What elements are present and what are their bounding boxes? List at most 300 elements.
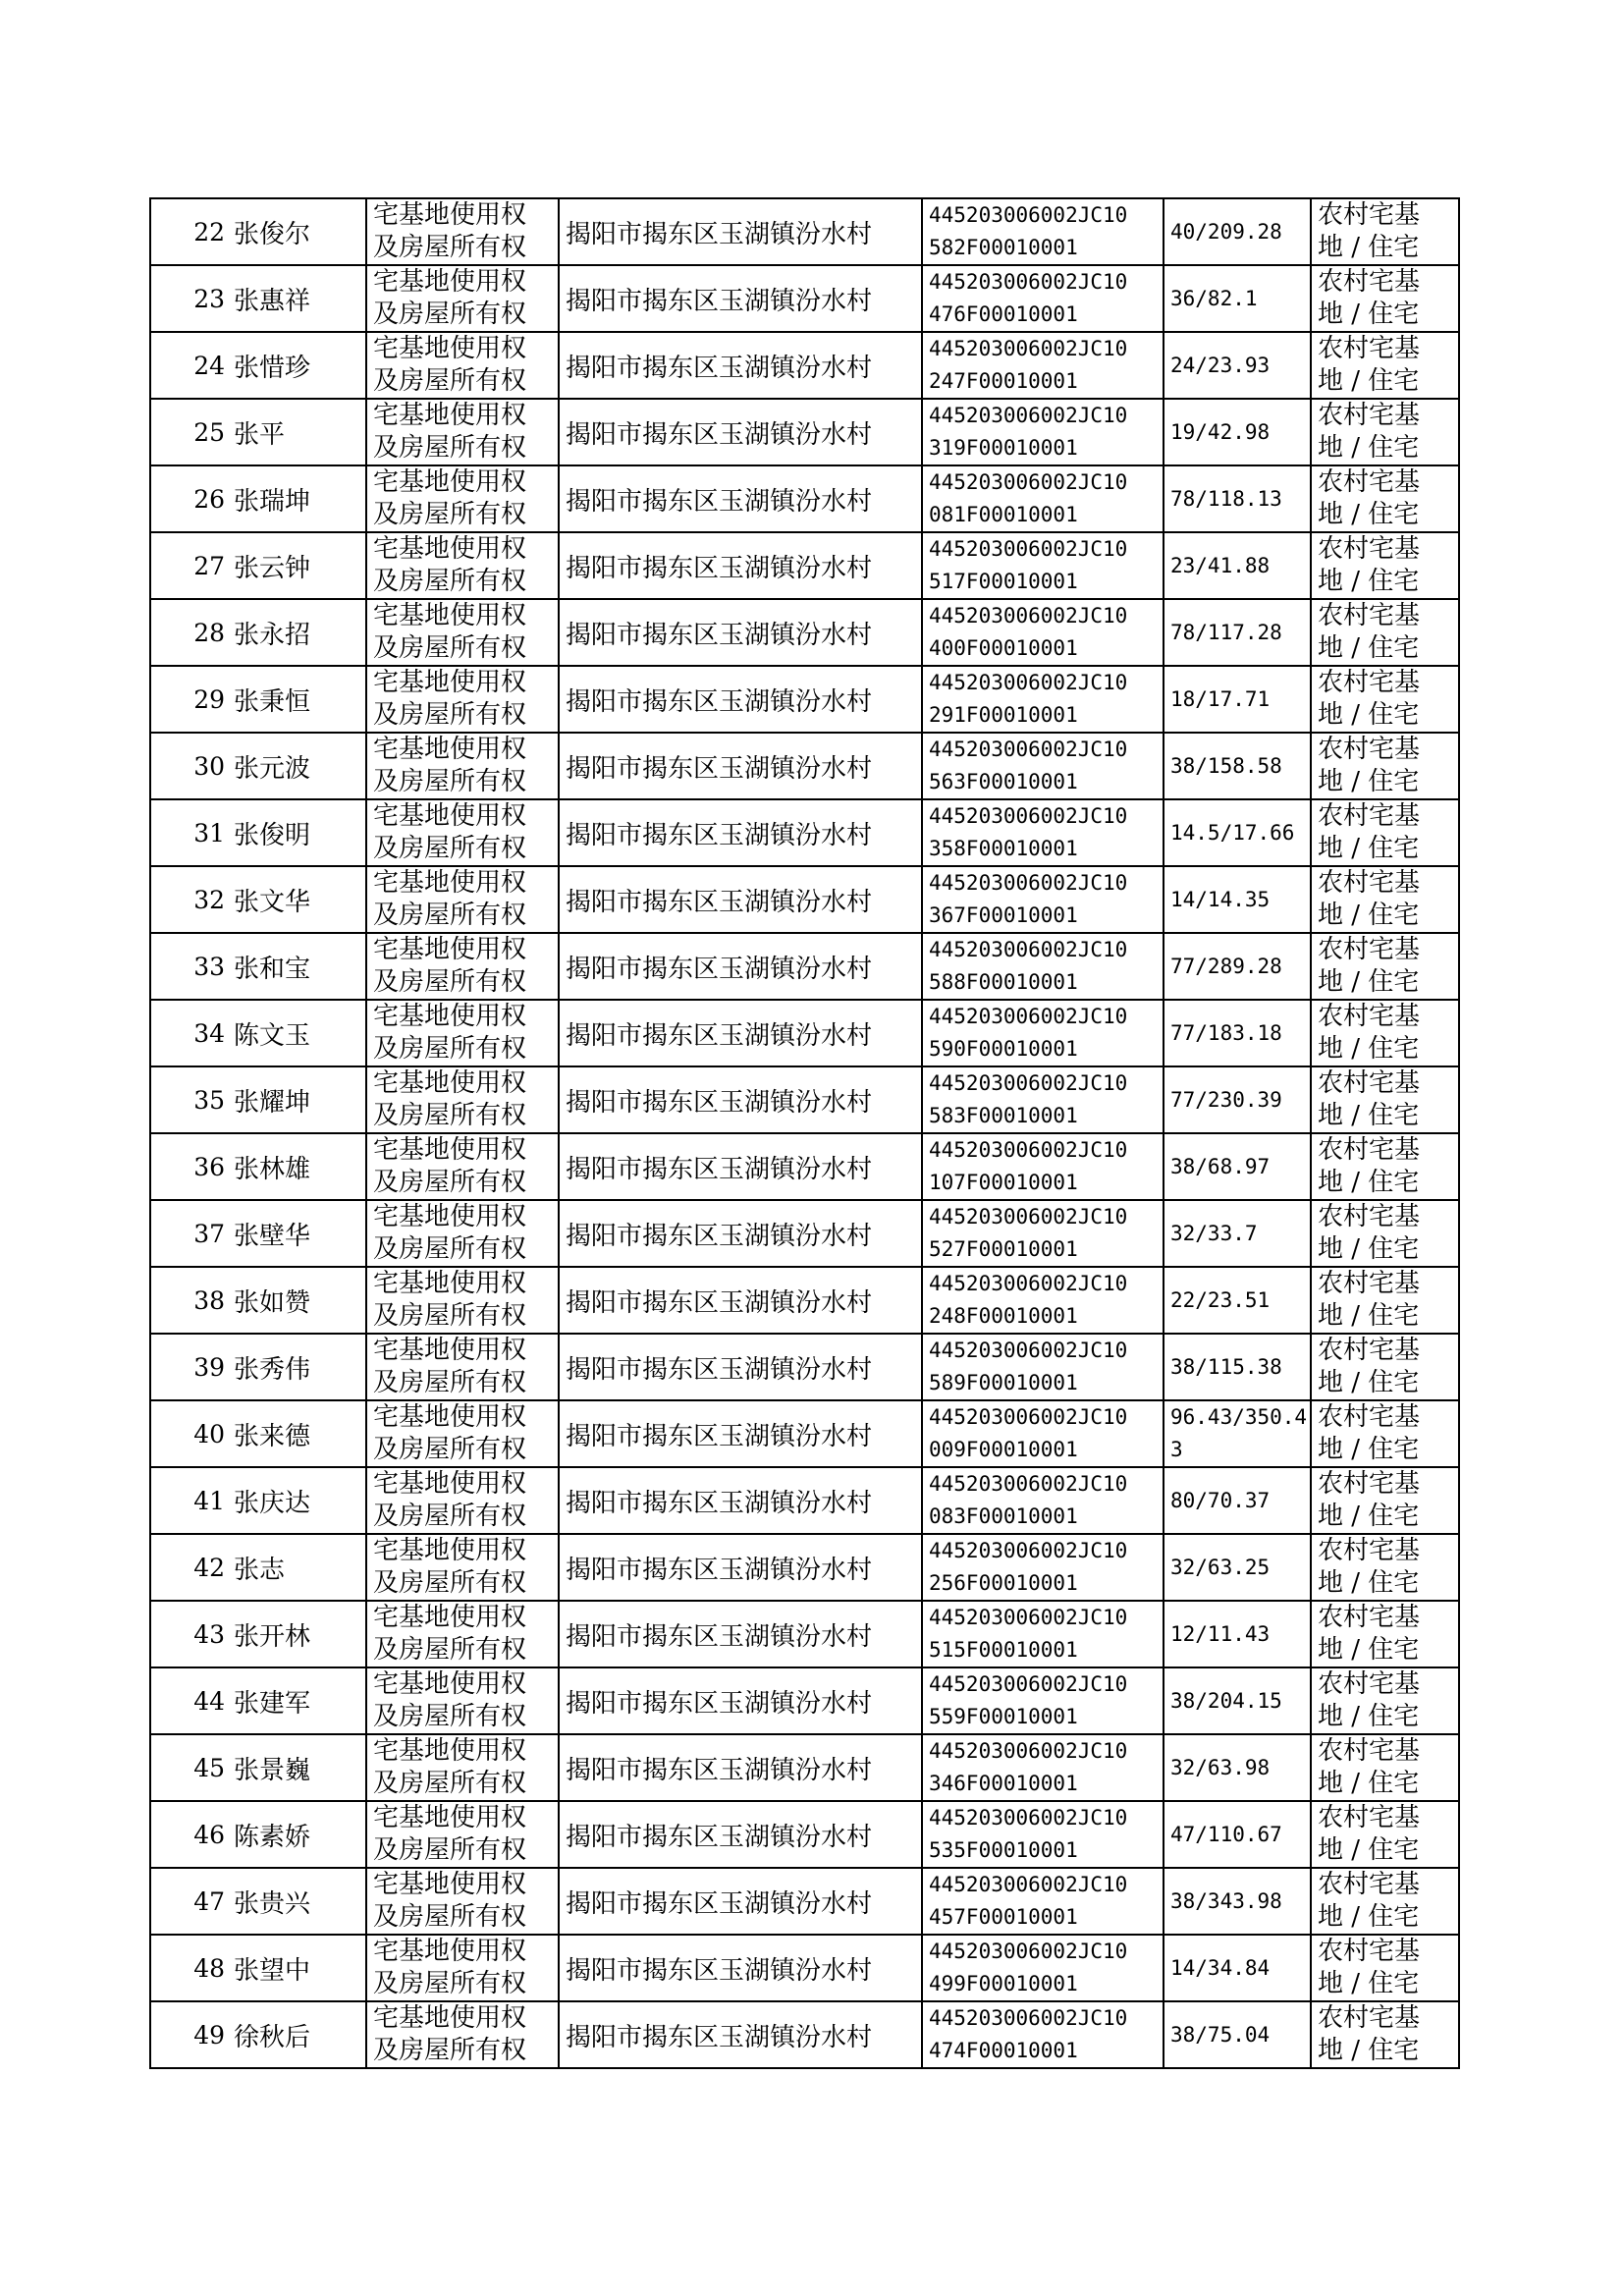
property-location: 揭阳市揭东区玉湖镇汾水村 (559, 1534, 922, 1601)
table-row (150, 399, 1459, 465)
land-use (1311, 1000, 1459, 1066)
parcel-code-line-2: 081F00010001 (929, 503, 1078, 526)
land-use (1311, 733, 1459, 799)
area-value: 32/63.25 (1164, 1534, 1311, 1601)
table-row (150, 866, 1459, 933)
parcel-code-line-1: 445203006002JC10 (929, 738, 1128, 761)
land-use-line-2: 地 / 住宅 (1318, 1502, 1420, 1531)
row-number: 42 (150, 1534, 230, 1601)
property-location: 揭阳市揭东区玉湖镇汾水村 (559, 2001, 922, 2068)
land-use-line-2: 地 / 住宅 (1318, 1835, 1420, 1865)
area-value: 14/34.84 (1164, 1935, 1311, 2001)
land-use-line-2: 地 / 住宅 (1318, 366, 1420, 396)
table-row (150, 1534, 1459, 1601)
land-use-line-2: 地 / 住宅 (1318, 1101, 1420, 1130)
parcel-code-line-1: 445203006002JC10 (929, 2006, 1128, 2030)
land-use-line-2: 地 / 住宅 (1318, 1168, 1420, 1197)
area-value: 24/23.93 (1164, 332, 1311, 399)
parcel-code-line-2: 367F00010001 (929, 903, 1078, 927)
row-number: 33 (150, 933, 230, 1000)
parcel-code-line-2: 247F00010001 (929, 369, 1078, 393)
property-location: 揭阳市揭东区玉湖镇汾水村 (559, 399, 922, 465)
land-use-line-1: 农村宅基 (1318, 935, 1421, 964)
owner-name: 张瑞坤 (230, 465, 366, 532)
owner-name: 张文华 (230, 866, 366, 933)
owner-name: 张来德 (230, 1400, 366, 1467)
parcel-code-line-1: 445203006002JC10 (929, 1472, 1128, 1496)
property-location: 揭阳市揭东区玉湖镇汾水村 (559, 1267, 922, 1334)
row-number: 22 (150, 198, 230, 265)
row-number: 28 (150, 599, 230, 666)
right-type (366, 933, 559, 1000)
area-value: 38/75.04 (1164, 2001, 1311, 2068)
land-use (1311, 1267, 1459, 1334)
land-use (1311, 1400, 1459, 1467)
property-location: 揭阳市揭东区玉湖镇汾水村 (559, 265, 922, 332)
row-number: 27 (150, 532, 230, 599)
right-type-line-1: 宅基地使用权 (373, 334, 527, 363)
right-type-line-2: 及房屋所有权 (373, 2036, 527, 2065)
area-value: 77/289.28 (1164, 933, 1311, 1000)
row-number: 32 (150, 866, 230, 933)
land-use (1311, 1667, 1459, 1734)
row-number: 38 (150, 1267, 230, 1334)
right-type (366, 1801, 559, 1868)
land-use-line-1: 农村宅基 (1318, 467, 1421, 497)
parcel-code-line-1: 445203006002JC10 (929, 1405, 1128, 1429)
property-location: 揭阳市揭东区玉湖镇汾水村 (559, 1601, 922, 1667)
right-type-line-2: 及房屋所有权 (373, 500, 527, 529)
table-row (150, 1467, 1459, 1534)
parcel-code (922, 1467, 1164, 1534)
land-use-line-1: 农村宅基 (1318, 1669, 1421, 1699)
area-value: 18/17.71 (1164, 666, 1311, 733)
parcel-code-line-2: 476F00010001 (929, 302, 1078, 326)
right-type (366, 1400, 559, 1467)
area-value: 38/158.58 (1164, 733, 1311, 799)
right-type (366, 866, 559, 933)
right-type-line-2: 及房屋所有权 (373, 633, 527, 663)
parcel-code-line-1: 445203006002JC10 (929, 938, 1128, 961)
right-type (366, 733, 559, 799)
property-location: 揭阳市揭东区玉湖镇汾水村 (559, 1000, 922, 1066)
parcel-code-line-2: 563F00010001 (929, 770, 1078, 793)
parcel-code (922, 1801, 1164, 1868)
parcel-code-line-1: 445203006002JC10 (929, 1272, 1128, 1295)
owner-name: 张贵兴 (230, 1868, 366, 1935)
right-type-line-1: 宅基地使用权 (373, 1469, 527, 1499)
right-type (366, 599, 559, 666)
row-number: 47 (150, 1868, 230, 1935)
parcel-code-line-1: 445203006002JC10 (929, 404, 1128, 427)
property-location: 揭阳市揭东区玉湖镇汾水村 (559, 1200, 922, 1267)
parcel-code (922, 1667, 1164, 1734)
owner-name: 张惜珍 (230, 332, 366, 399)
parcel-code-line-2: 583F00010001 (929, 1104, 1078, 1127)
parcel-code-line-2: 457F00010001 (929, 1905, 1078, 1929)
land-use-line-1: 农村宅基 (1318, 1068, 1421, 1098)
property-location: 揭阳市揭东区玉湖镇汾水村 (559, 1066, 922, 1133)
right-type-line-2: 及房屋所有权 (373, 1835, 527, 1865)
right-type-line-2: 及房屋所有权 (373, 1168, 527, 1197)
area-value: 23/41.88 (1164, 532, 1311, 599)
parcel-code (922, 733, 1164, 799)
table-row (150, 666, 1459, 733)
parcel-code-line-1: 445203006002JC10 (929, 1138, 1128, 1162)
property-location: 揭阳市揭东区玉湖镇汾水村 (559, 1334, 922, 1400)
right-type-line-1: 宅基地使用权 (373, 1135, 527, 1165)
parcel-code (922, 1868, 1164, 1935)
right-type (366, 1467, 559, 1534)
property-location: 揭阳市揭东区玉湖镇汾水村 (559, 799, 922, 866)
property-location: 揭阳市揭东区玉湖镇汾水村 (559, 198, 922, 265)
parcel-code-line-2: 291F00010001 (929, 703, 1078, 727)
land-use-line-2: 地 / 住宅 (1318, 2036, 1420, 2065)
right-type-line-2: 及房屋所有权 (373, 1301, 527, 1331)
right-type-line-1: 宅基地使用权 (373, 1336, 527, 1365)
table-row (150, 1868, 1459, 1935)
row-number: 26 (150, 465, 230, 532)
right-type-line-2: 及房屋所有权 (373, 1769, 527, 1798)
row-number: 37 (150, 1200, 230, 1267)
parcel-code-line-1: 445203006002JC10 (929, 1873, 1128, 1896)
parcel-code-line-1: 445203006002JC10 (929, 1606, 1128, 1629)
parcel-code-line-2: 474F00010001 (929, 2039, 1078, 2062)
parcel-code-line-1: 445203006002JC10 (929, 203, 1128, 227)
owner-name: 徐秋后 (230, 2001, 366, 2068)
area-value: 22/23.51 (1164, 1267, 1311, 1334)
parcel-code (922, 1200, 1164, 1267)
area-value: 14.5/17.66 (1164, 799, 1311, 866)
parcel-code (922, 2001, 1164, 2068)
parcel-code-line-1: 445203006002JC10 (929, 1339, 1128, 1362)
land-use-line-2: 地 / 住宅 (1318, 767, 1420, 796)
parcel-code-line-1: 445203006002JC10 (929, 1005, 1128, 1028)
row-number: 31 (150, 799, 230, 866)
owner-name: 张俊明 (230, 799, 366, 866)
right-type-line-2: 及房屋所有权 (373, 366, 527, 396)
table-row (150, 1200, 1459, 1267)
right-type (366, 1935, 559, 2001)
land-use-line-2: 地 / 住宅 (1318, 567, 1420, 596)
right-type-line-1: 宅基地使用权 (373, 735, 527, 764)
land-use (1311, 1534, 1459, 1601)
right-type-line-1: 宅基地使用权 (373, 1402, 527, 1432)
row-number: 29 (150, 666, 230, 733)
parcel-code-line-1: 445203006002JC10 (929, 1205, 1128, 1229)
area-value: 78/117.28 (1164, 599, 1311, 666)
land-use-line-2: 地 / 住宅 (1318, 1702, 1420, 1731)
parcel-code (922, 1935, 1164, 2001)
right-type-line-2: 及房屋所有权 (373, 834, 527, 863)
property-location: 揭阳市揭东区玉湖镇汾水村 (559, 933, 922, 1000)
right-type-line-2: 及房屋所有权 (373, 300, 527, 329)
parcel-code (922, 198, 1164, 265)
land-use-line-1: 农村宅基 (1318, 401, 1421, 430)
land-use-line-1: 农村宅基 (1318, 1269, 1421, 1298)
parcel-code-line-2: 358F00010001 (929, 837, 1078, 860)
property-rights-table (149, 197, 1460, 2069)
land-use-line-1: 农村宅基 (1318, 1202, 1421, 1231)
right-type-line-2: 及房屋所有权 (373, 1635, 527, 1665)
parcel-code-line-2: 582F00010001 (929, 236, 1078, 259)
parcel-code (922, 1601, 1164, 1667)
land-use (1311, 2001, 1459, 2068)
parcel-code (922, 1334, 1164, 1400)
parcel-code-line-2: 515F00010001 (929, 1638, 1078, 1662)
right-type (366, 198, 559, 265)
table-row (150, 1000, 1459, 1066)
property-location: 揭阳市揭东区玉湖镇汾水村 (559, 1400, 922, 1467)
area-value: 14/14.35 (1164, 866, 1311, 933)
parcel-code-line-1: 445203006002JC10 (929, 1940, 1128, 1963)
right-type (366, 399, 559, 465)
owner-name: 张永招 (230, 599, 366, 666)
row-number: 44 (150, 1667, 230, 1734)
right-type-line-1: 宅基地使用权 (373, 1803, 527, 1832)
land-use (1311, 666, 1459, 733)
parcel-code (922, 399, 1164, 465)
right-type-line-2: 及房屋所有权 (373, 1435, 527, 1464)
area-value: 38/204.15 (1164, 1667, 1311, 1734)
parcel-code (922, 1066, 1164, 1133)
row-number: 25 (150, 399, 230, 465)
parcel-code (922, 933, 1164, 1000)
land-use-line-1: 农村宅基 (1318, 868, 1421, 898)
parcel-code-line-2: 319F00010001 (929, 436, 1078, 460)
parcel-code-line-1: 445203006002JC10 (929, 1071, 1128, 1095)
right-type-line-2: 及房屋所有权 (373, 700, 527, 730)
right-type-line-1: 宅基地使用权 (373, 1202, 527, 1231)
land-use (1311, 933, 1459, 1000)
parcel-code-line-2: 009F00010001 (929, 1438, 1078, 1461)
table-row (150, 1734, 1459, 1801)
land-use-line-2: 地 / 住宅 (1318, 1234, 1420, 1264)
land-use-line-1: 农村宅基 (1318, 1135, 1421, 1165)
land-use (1311, 399, 1459, 465)
property-location: 揭阳市揭东区玉湖镇汾水村 (559, 332, 922, 399)
right-type-line-1: 宅基地使用权 (373, 935, 527, 964)
land-use-line-1: 农村宅基 (1318, 1803, 1421, 1832)
owner-name: 陈素娇 (230, 1801, 366, 1868)
land-use-line-2: 地 / 住宅 (1318, 1635, 1420, 1665)
property-location: 揭阳市揭东区玉湖镇汾水村 (559, 866, 922, 933)
parcel-code-line-1: 445203006002JC10 (929, 1739, 1128, 1763)
table-row (150, 1400, 1459, 1467)
row-number: 46 (150, 1801, 230, 1868)
area-value: 80/70.37 (1164, 1467, 1311, 1534)
land-use (1311, 1734, 1459, 1801)
right-type-line-1: 宅基地使用权 (373, 534, 527, 564)
land-use (1311, 1601, 1459, 1667)
land-use-line-1: 农村宅基 (1318, 735, 1421, 764)
parcel-code-line-1: 445203006002JC10 (929, 337, 1128, 360)
area-value: 78/118.13 (1164, 465, 1311, 532)
property-location: 揭阳市揭东区玉湖镇汾水村 (559, 1734, 922, 1801)
land-use-line-2: 地 / 住宅 (1318, 1034, 1420, 1064)
right-type-line-2: 及房屋所有权 (373, 1568, 527, 1598)
parcel-code (922, 866, 1164, 933)
property-location: 揭阳市揭东区玉湖镇汾水村 (559, 599, 922, 666)
right-type-line-2: 及房屋所有权 (373, 1902, 527, 1932)
parcel-code-line-1: 445203006002JC10 (929, 871, 1128, 895)
land-use-line-2: 地 / 住宅 (1318, 1301, 1420, 1331)
right-type-line-2: 及房屋所有权 (373, 433, 527, 463)
right-type (366, 1667, 559, 1734)
right-type-line-1: 宅基地使用权 (373, 668, 527, 697)
land-use-line-1: 农村宅基 (1318, 1402, 1421, 1432)
parcel-code (922, 1400, 1164, 1467)
land-use-line-1: 农村宅基 (1318, 1870, 1421, 1899)
table-row (150, 1601, 1459, 1667)
right-type (366, 332, 559, 399)
land-use-line-2: 地 / 住宅 (1318, 300, 1420, 329)
land-use (1311, 1868, 1459, 1935)
right-type-line-2: 及房屋所有权 (373, 1234, 527, 1264)
property-location: 揭阳市揭东区玉湖镇汾水村 (559, 1801, 922, 1868)
land-use-line-1: 农村宅基 (1318, 200, 1421, 230)
land-use-line-2: 地 / 住宅 (1318, 1769, 1420, 1798)
land-use-line-1: 农村宅基 (1318, 1536, 1421, 1565)
land-use-line-2: 地 / 住宅 (1318, 1568, 1420, 1598)
land-use-line-1: 农村宅基 (1318, 2003, 1421, 2033)
parcel-code (922, 666, 1164, 733)
property-location: 揭阳市揭东区玉湖镇汾水村 (559, 1133, 922, 1200)
owner-name: 张平 (230, 399, 366, 465)
owner-name: 张秀伟 (230, 1334, 366, 1400)
right-type (366, 265, 559, 332)
property-location: 揭阳市揭东区玉湖镇汾水村 (559, 1935, 922, 2001)
owner-name: 张和宝 (230, 933, 366, 1000)
right-type (366, 465, 559, 532)
area-value: 36/82.1 (1164, 265, 1311, 332)
land-use (1311, 265, 1459, 332)
parcel-code-line-2: 346F00010001 (929, 1772, 1078, 1795)
row-number: 45 (150, 1734, 230, 1801)
land-use-line-1: 农村宅基 (1318, 534, 1421, 564)
right-type-line-2: 及房屋所有权 (373, 1702, 527, 1731)
right-type-line-1: 宅基地使用权 (373, 1736, 527, 1766)
right-type (366, 1601, 559, 1667)
parcel-code-line-2: 588F00010001 (929, 970, 1078, 994)
parcel-code-line-2: 559F00010001 (929, 1705, 1078, 1728)
parcel-code-line-1: 445203006002JC10 (929, 1539, 1128, 1562)
land-use-line-1: 农村宅基 (1318, 1937, 1421, 1966)
land-use (1311, 1467, 1459, 1534)
right-type-line-2: 及房屋所有权 (373, 567, 527, 596)
right-type-line-2: 及房屋所有权 (373, 967, 527, 997)
table-row (150, 465, 1459, 532)
area-value: 77/230.39 (1164, 1066, 1311, 1133)
right-type-line-2: 及房屋所有权 (373, 767, 527, 796)
parcel-code-line-2: 400F00010001 (929, 636, 1078, 660)
land-use-line-2: 地 / 住宅 (1318, 1969, 1420, 1998)
parcel-code (922, 465, 1164, 532)
row-number: 39 (150, 1334, 230, 1400)
property-location: 揭阳市揭东区玉湖镇汾水村 (559, 532, 922, 599)
right-type (366, 1066, 559, 1133)
land-use (1311, 1935, 1459, 2001)
right-type-line-1: 宅基地使用权 (373, 2003, 527, 2033)
row-number: 34 (150, 1000, 230, 1066)
parcel-code-line-1: 445203006002JC10 (929, 1672, 1128, 1696)
area-value: 40/209.28 (1164, 198, 1311, 265)
property-location: 揭阳市揭东区玉湖镇汾水村 (559, 465, 922, 532)
table-row (150, 599, 1459, 666)
table-row (150, 2001, 1459, 2068)
parcel-code-line-2: 256F00010001 (929, 1571, 1078, 1595)
right-type-line-1: 宅基地使用权 (373, 601, 527, 630)
area-value: 96.43/350.43 (1164, 1400, 1311, 1467)
right-type (366, 666, 559, 733)
property-location: 揭阳市揭东区玉湖镇汾水村 (559, 666, 922, 733)
parcel-code (922, 532, 1164, 599)
table-row (150, 799, 1459, 866)
right-type-line-1: 宅基地使用权 (373, 1269, 527, 1298)
parcel-code-line-2: 590F00010001 (929, 1037, 1078, 1061)
owner-name: 张林雄 (230, 1133, 366, 1200)
table-row (150, 733, 1459, 799)
parcel-code-line-2: 107F00010001 (929, 1171, 1078, 1194)
land-use (1311, 465, 1459, 532)
land-use-line-1: 农村宅基 (1318, 601, 1421, 630)
right-type-line-1: 宅基地使用权 (373, 1603, 527, 1632)
row-number: 49 (150, 2001, 230, 2068)
parcel-code (922, 265, 1164, 332)
right-type-line-2: 及房屋所有权 (373, 1101, 527, 1130)
owner-name: 张望中 (230, 1935, 366, 2001)
owner-name: 张秉恒 (230, 666, 366, 733)
table-row (150, 265, 1459, 332)
table-body (150, 198, 1459, 2068)
row-number: 40 (150, 1400, 230, 1467)
owner-name: 陈文玉 (230, 1000, 366, 1066)
land-use (1311, 1200, 1459, 1267)
land-use (1311, 1133, 1459, 1200)
parcel-code (922, 1000, 1164, 1066)
area-value: 47/110.67 (1164, 1801, 1311, 1868)
land-use-line-2: 地 / 住宅 (1318, 233, 1420, 262)
land-use (1311, 1066, 1459, 1133)
right-type-line-1: 宅基地使用权 (373, 1669, 527, 1699)
table-row (150, 532, 1459, 599)
parcel-code-line-2: 083F00010001 (929, 1504, 1078, 1528)
row-number: 23 (150, 265, 230, 332)
right-type-line-1: 宅基地使用权 (373, 1068, 527, 1098)
table-row (150, 198, 1459, 265)
property-location: 揭阳市揭东区玉湖镇汾水村 (559, 1667, 922, 1734)
right-type-line-2: 及房屋所有权 (373, 1502, 527, 1531)
parcel-code (922, 1734, 1164, 1801)
right-type-line-1: 宅基地使用权 (373, 801, 527, 831)
parcel-code-line-1: 445203006002JC10 (929, 604, 1128, 628)
parcel-code (922, 799, 1164, 866)
table-row (150, 1935, 1459, 2001)
owner-name: 张开林 (230, 1601, 366, 1667)
land-use-line-2: 地 / 住宅 (1318, 901, 1420, 930)
parcel-code-line-2: 589F00010001 (929, 1371, 1078, 1394)
parcel-code-line-1: 445203006002JC10 (929, 270, 1128, 294)
parcel-code-line-1: 445203006002JC10 (929, 1806, 1128, 1830)
right-type-line-1: 宅基地使用权 (373, 868, 527, 898)
table-row (150, 933, 1459, 1000)
land-use-line-2: 地 / 住宅 (1318, 1368, 1420, 1397)
property-location: 揭阳市揭东区玉湖镇汾水村 (559, 1467, 922, 1534)
land-use-line-1: 农村宅基 (1318, 1336, 1421, 1365)
land-use-line-1: 农村宅基 (1318, 1736, 1421, 1766)
right-type-line-1: 宅基地使用权 (373, 1002, 527, 1031)
right-type (366, 1534, 559, 1601)
